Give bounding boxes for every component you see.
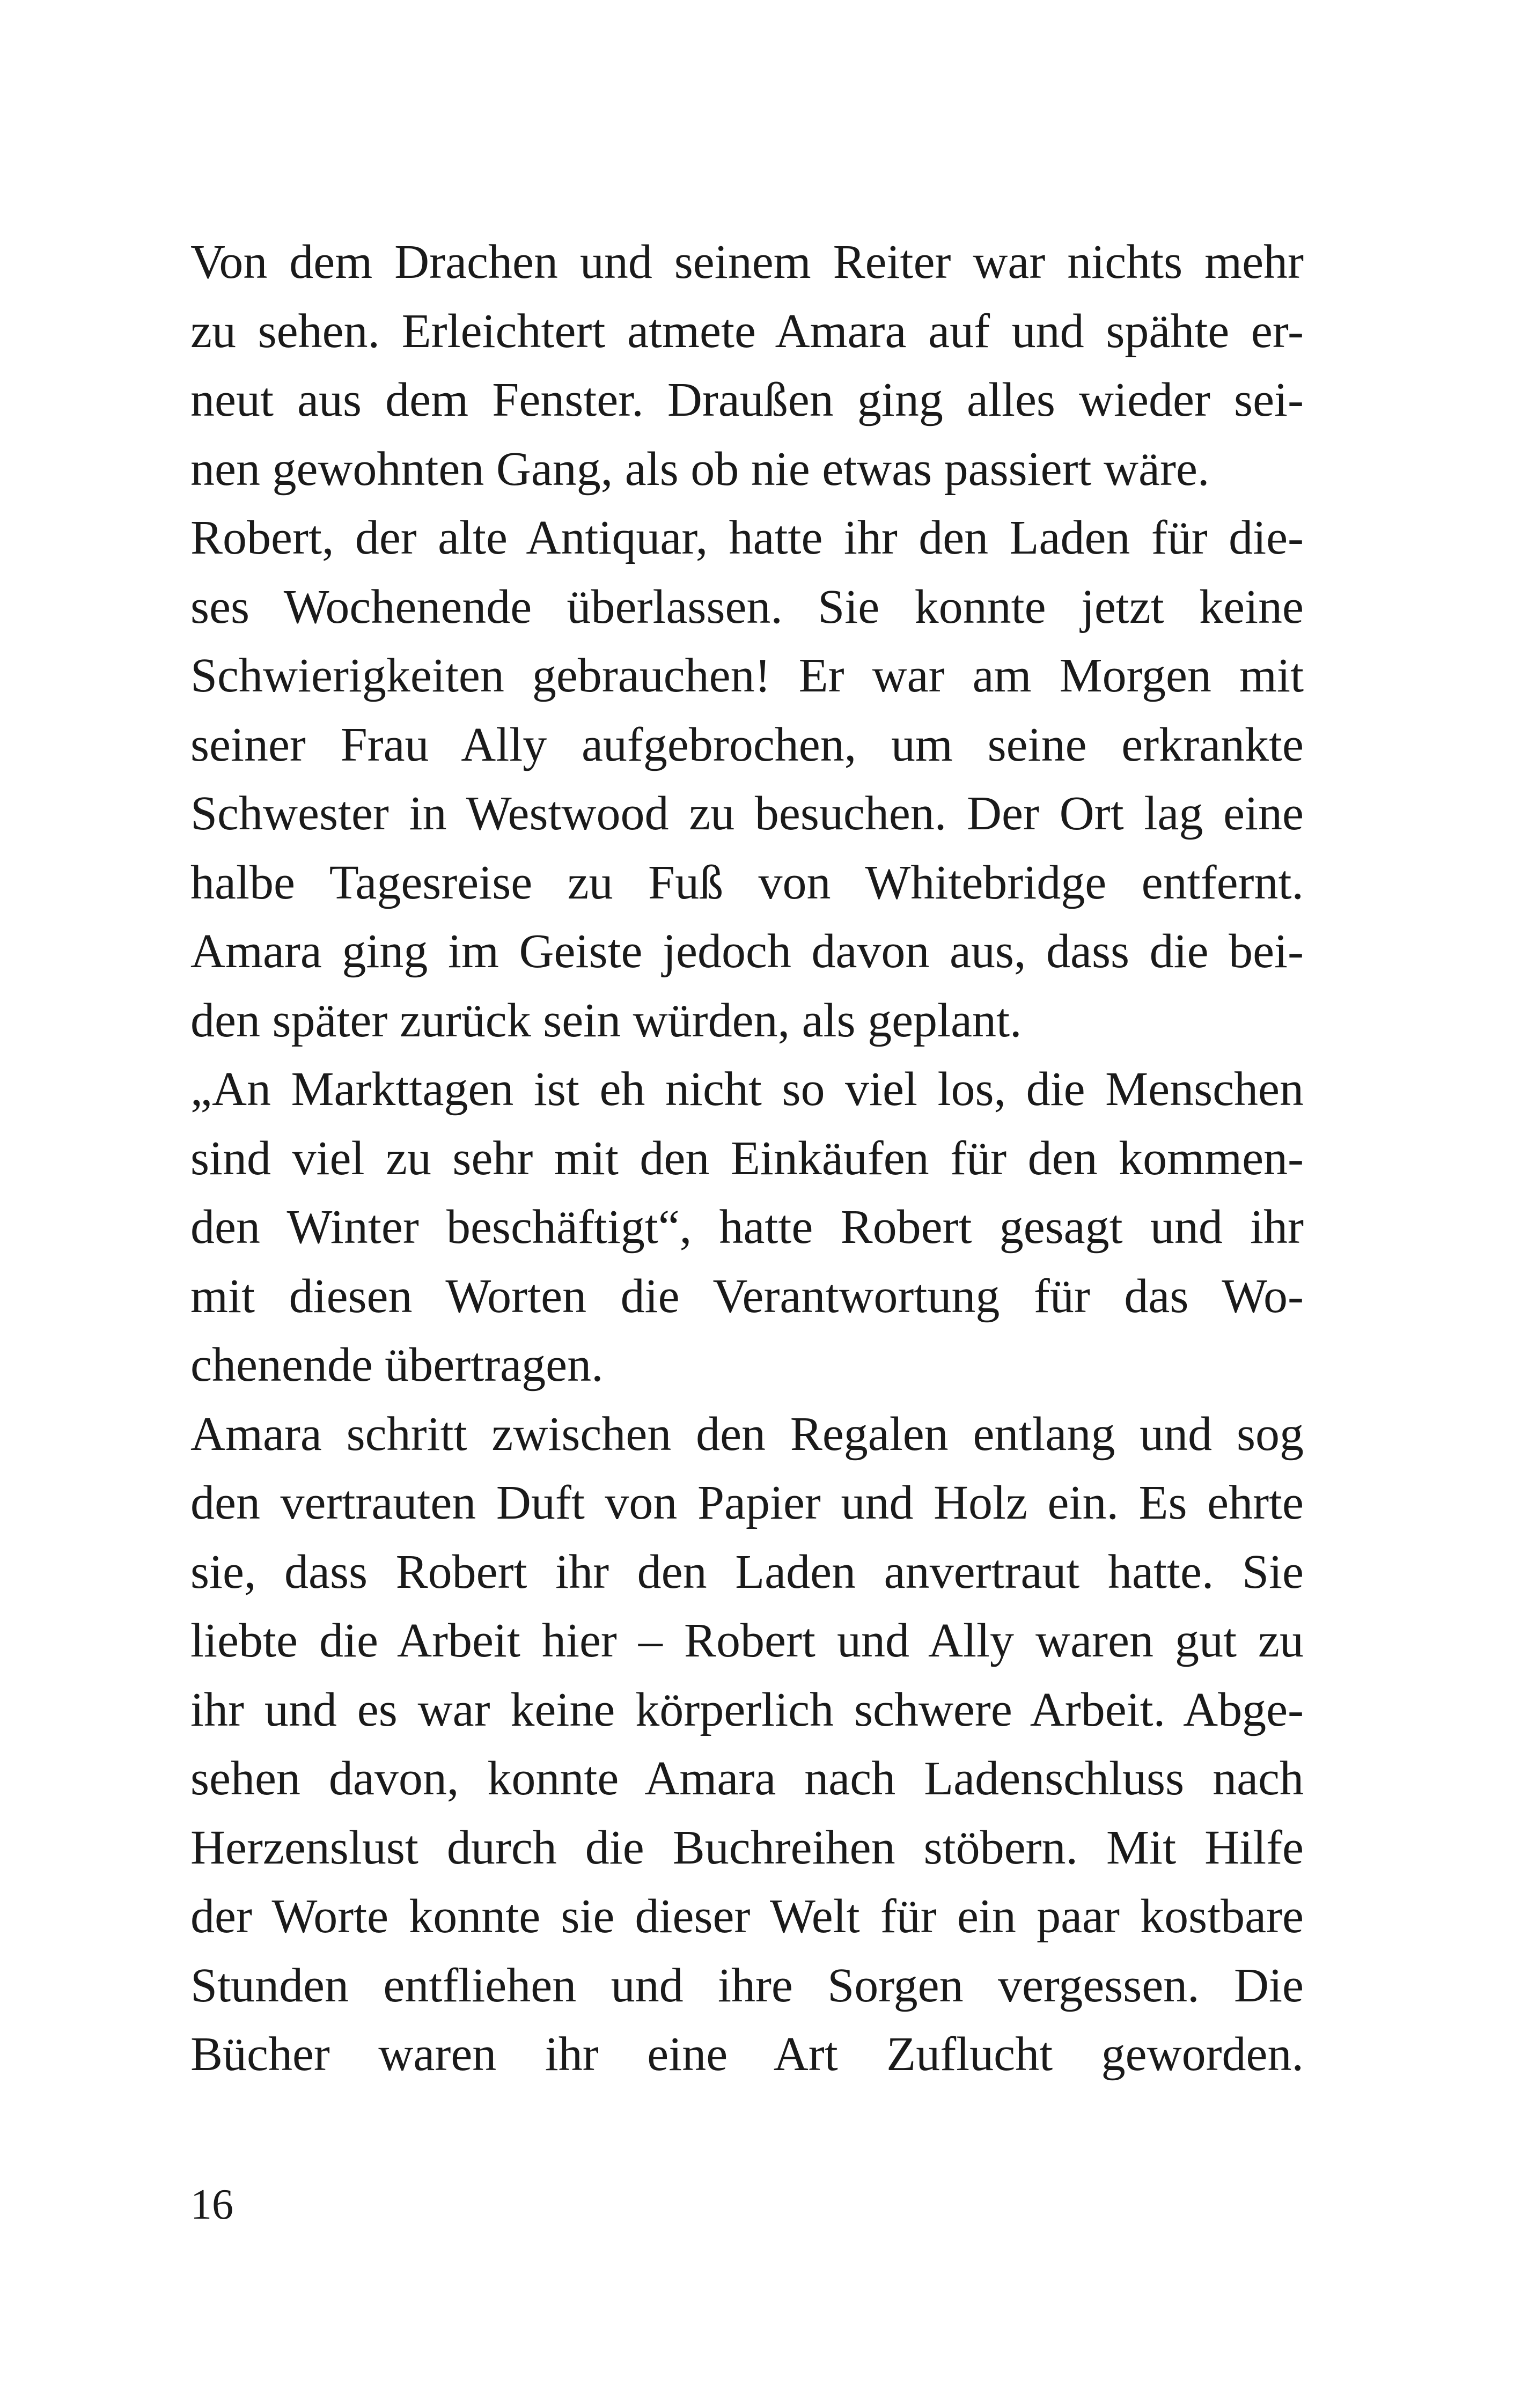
page-number: 16	[190, 2181, 233, 2228]
text-line: den Winter beschäftigt“, hatte Robert gesagt und ihr	[190, 1201, 1304, 1254]
text-line: Von dem Drachen und seinem Reiter war nichts mehr	[190, 235, 1304, 289]
text-line: seiner Frau Ally aufgebrochen, um seine erkrankte	[190, 718, 1304, 771]
text-line: Schwierigkeiten gebrauchen! Er war am Morgen mit	[190, 649, 1304, 702]
text-line: „An Markttagen ist eh nicht so viel los, die Menschen	[190, 1063, 1304, 1116]
text-line: sind viel zu sehr mit den Einkäufen für den kommen-	[190, 1131, 1304, 1185]
text-line: ihr und es war keine körperlich schwere Arbeit. Abge-	[190, 1683, 1304, 1736]
body-text	[190, 228, 1304, 2089]
text-line: Robert, der alte Antiquar, hatte ihr den Laden für die-	[190, 511, 1304, 564]
text-line: Bücher waren ihr eine Art Zuflucht geworden.	[190, 2028, 1304, 2081]
text-line: den später zurück sein würden, als geplant.	[190, 993, 1022, 1047]
text-line: Schwester in Westwood zu besuchen. Der Ort lag eine	[190, 787, 1304, 840]
text-line: mit diesen Worten die Verantwortung für das Wo-	[190, 1269, 1304, 1323]
text-line: sie, dass Robert ihr den Laden anvertraut hatte. Sie	[190, 1545, 1304, 1599]
text-line: chenende übertragen.	[190, 1338, 604, 1391]
text-line: halbe Tagesreise zu Fuß von Whitebridge entfernt.	[190, 856, 1304, 909]
text-line: nen gewohnten Gang, als ob nie etwas passiert wäre.	[190, 442, 1210, 496]
text-line: zu sehen. Erleichtert atmete Amara auf und spähte er-	[190, 304, 1304, 358]
text-line: ses Wochenende überlassen. Sie konnte jetzt keine	[190, 580, 1304, 634]
text-line: Herzenslust durch die Buchreihen stöbern. Mit Hilfe	[190, 1821, 1304, 1874]
text-line: liebte die Arbeit hier – Robert und Ally waren gut zu	[190, 1614, 1304, 1667]
text-line: der Worte konnte sie dieser Welt für ein paar kostbare	[190, 1890, 1304, 1943]
text-line: den vertrauten Duft von Papier und Holz ein. Es ehrte	[190, 1476, 1304, 1529]
text-line: Amara ging im Geiste jedoch davon aus, dass die bei-	[190, 925, 1304, 978]
text-line: neut aus dem Fenster. Draußen ging alles wieder sei-	[190, 373, 1304, 426]
text-line: Amara schritt zwischen den Regalen entlang und sog	[190, 1407, 1304, 1461]
text-line: sehen davon, konnte Amara nach Ladenschluss nach	[190, 1752, 1304, 1805]
text-line: Stunden entfliehen und ihre Sorgen vergessen. Die	[190, 1958, 1304, 2012]
